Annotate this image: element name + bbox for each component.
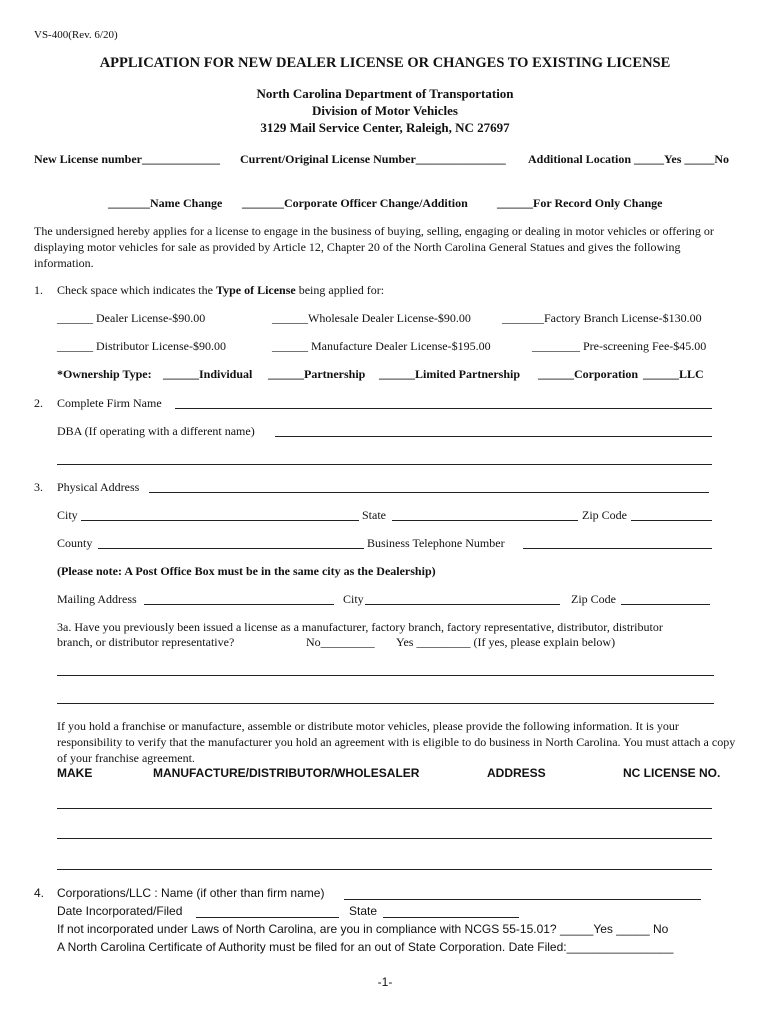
ownership-limited-partnership[interactable]: ______Limited Partnership (379, 367, 520, 381)
dba-label: DBA (If operating with a different name) (57, 424, 255, 438)
column-manufacturer: MANUFACTURE/DISTRIBUTOR/WHOLESALER (153, 766, 420, 780)
corp-state-field[interactable] (383, 917, 519, 918)
franchise-line-2[interactable] (57, 838, 712, 839)
mailing-address-field[interactable] (144, 604, 334, 605)
section-3a-no (306, 635, 375, 650)
certificate-text: A North Carolina Certificate of Authority must be filed for an out of State Corporation. Date Filed: (57, 940, 567, 954)
compliance-question (57, 922, 668, 936)
section-3a-yes-label: Yes (396, 635, 414, 649)
franchise-line-1[interactable] (57, 808, 712, 809)
current-license-field[interactable]: _______________ (415, 152, 506, 166)
additional-location-no-label: No (714, 152, 730, 166)
mailing-zip-label: Zip Code (571, 592, 616, 606)
new-license-field[interactable]: _____________ (142, 152, 220, 166)
section-3a-yes (396, 635, 615, 650)
agency-address: 3129 Mail Service Center, Raleigh, NC 27697 (260, 120, 510, 135)
corp-name-label: Corporations/LLC : Name (if other than firm name) (57, 886, 325, 900)
state-label: State (362, 508, 386, 522)
corporate-officer-option (242, 196, 468, 211)
section-3a-explain: (If yes, please explain below) (473, 635, 616, 649)
date-incorporated-field[interactable] (196, 917, 339, 918)
current-license-row (240, 152, 506, 167)
factory-branch-option[interactable]: _______Factory Branch License-$130.00 (502, 311, 702, 325)
section-1-number: 1. (34, 283, 43, 297)
distributor-license-option[interactable]: ______ Distributor License-$90.00 (57, 339, 226, 353)
business-phone-field[interactable] (523, 548, 712, 549)
explain-line-2[interactable] (57, 703, 714, 704)
name-change-label: Name Change (150, 196, 223, 210)
section-4-number: 4. (34, 886, 45, 900)
certificate-note (57, 940, 673, 954)
date-incorporated-label: Date Incorporated/Filed (57, 904, 183, 918)
dba-field[interactable] (275, 436, 712, 437)
dba-field-line-2[interactable] (57, 464, 712, 465)
record-only-option (497, 196, 662, 211)
city-label: City (57, 508, 78, 522)
compliance-yes-field[interactable]: _____ (559, 922, 594, 936)
business-phone-label: Business Telephone Number (367, 536, 505, 550)
dealer-license-option[interactable]: ______ Dealer License-$90.00 (57, 311, 206, 325)
column-make: MAKE (57, 766, 93, 780)
corporate-officer-label: Corporate Officer Change/Addition (284, 196, 468, 210)
compliance-text: If not incorporated under Laws of North Carolina, are you in compliance with NCGS 55-15.01? (57, 922, 557, 936)
compliance-yes-label: Yes (593, 922, 613, 936)
mailing-address-label: Mailing Address (57, 592, 137, 606)
compliance-no-label: No (652, 922, 669, 936)
section-1-text-bold: Type of License (215, 283, 296, 297)
ownership-partnership[interactable]: ______Partnership (268, 367, 366, 381)
mailing-city-field[interactable] (365, 604, 560, 605)
additional-location-label: Additional Location (528, 152, 632, 166)
certificate-date-field[interactable]: ________________ (566, 940, 674, 954)
mailing-city-label: City (343, 592, 364, 606)
corporate-officer-field[interactable]: _______ (242, 196, 284, 210)
po-box-note: (Please note: A Post Office Box must be in the same city as the Dealership) (57, 564, 436, 578)
record-only-field[interactable]: ______ (497, 196, 533, 210)
section-3-number: 3. (34, 480, 43, 494)
record-only-label: For Record Only Change (533, 196, 663, 210)
current-license-label: Current/Original License Number (240, 152, 416, 166)
mailing-zip-field[interactable] (621, 604, 710, 605)
page-number: -1- (377, 975, 393, 989)
physical-address-field[interactable] (149, 492, 709, 493)
ownership-llc[interactable]: ______LLC (643, 367, 704, 381)
explain-line-1[interactable] (57, 675, 714, 676)
new-license-label: New License number (34, 152, 142, 166)
additional-location-row (528, 152, 729, 167)
form-id: VS-400(Rev. 6/20) (34, 29, 118, 41)
wholesale-dealer-option[interactable]: ______Wholesale Dealer License-$90.00 (272, 311, 471, 325)
city-field[interactable] (81, 520, 359, 521)
name-change-option (108, 196, 222, 211)
ownership-corporation[interactable]: ______Corporation (538, 367, 638, 381)
name-change-field[interactable]: _______ (108, 196, 150, 210)
corp-state-label: State (349, 904, 378, 918)
county-label: County (57, 536, 93, 550)
county-field[interactable] (98, 548, 364, 549)
section-3a-yes-field[interactable]: _________ (416, 635, 471, 649)
section-1-text-before: Check space which indicates the (57, 283, 216, 297)
intro-paragraph: The undersigned hereby applies for a license to engage in the business of buying, selling, engaging or dealing in motor vehicles or offering or displaying motor vehicles for sale as provided by Article 12, Chapter 20 of the North Carolina General Statues and gives the following information. (34, 224, 714, 270)
additional-location-yes-label: Yes (664, 152, 682, 166)
new-license-row (34, 152, 220, 167)
column-nc-license: NC LICENSE NO. (623, 766, 721, 780)
additional-location-yes-field[interactable]: _____ (634, 152, 665, 166)
section-1-text-after: being applied for: (295, 283, 385, 297)
agency-division: Division of Motor Vehicles (311, 103, 458, 118)
franchise-paragraph: If you hold a franchise or manufacture, assemble or distribute motor vehicles, please provide the following information. It is your responsibility to verify that the manufacturer you hold an agreement with is eligible to do business in North Carolina. You must attach a copy of your franchise agreement. (57, 719, 736, 765)
firm-name-field[interactable] (175, 408, 712, 409)
section-3a-no-label: No (306, 635, 321, 649)
column-address: ADDRESS (487, 766, 546, 780)
section-3a-no-field[interactable]: _________ (320, 635, 375, 649)
pre-screening-option[interactable]: ________ Pre-screening Fee-$45.00 (532, 339, 707, 353)
ownership-individual[interactable]: ______Individual (163, 367, 253, 381)
additional-location-no-field[interactable]: _____ (684, 152, 715, 166)
section-2-number: 2. (34, 396, 43, 410)
ownership-type-label: *Ownership Type: (57, 367, 152, 381)
section-1-instruction (57, 283, 384, 298)
agency-name: North Carolina Department of Transportation (256, 86, 514, 101)
section-3a-question-cont: branch, or distributor representative? (57, 635, 235, 649)
franchise-line-3[interactable] (57, 869, 712, 870)
zip-field[interactable] (631, 520, 712, 521)
firm-name-label: Complete Firm Name (57, 396, 162, 410)
state-field[interactable] (392, 520, 578, 521)
page-title: APPLICATION FOR NEW DEALER LICENSE OR CHANGES TO EXISTING LICENSE (99, 55, 671, 71)
manufacture-dealer-option[interactable]: ______ Manufacture Dealer License-$195.00 (272, 339, 491, 353)
physical-address-label: Physical Address (57, 480, 140, 494)
corp-name-field[interactable] (344, 899, 701, 900)
compliance-no-field[interactable]: _____ (616, 922, 650, 936)
section-3a-question: 3a. Have you previously been issued a license as a manufacturer, factory branch, factory representative, distributor, distributor (57, 620, 663, 634)
zip-label: Zip Code (582, 508, 627, 522)
